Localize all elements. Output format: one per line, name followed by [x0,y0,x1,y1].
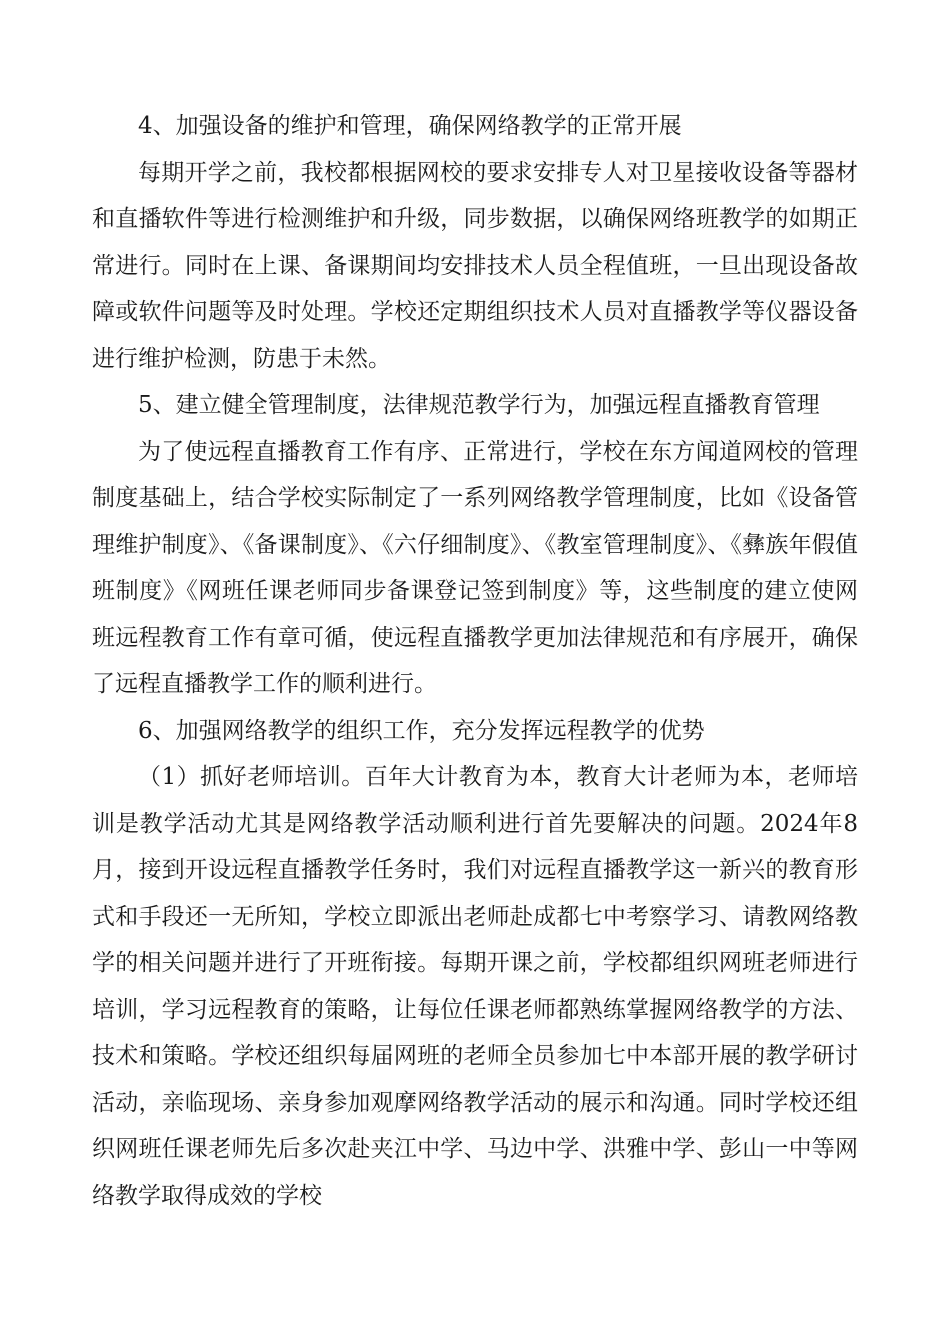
paragraph-equipment-maintenance: 每期开学之前，我校都根据网校的要求安排专人对卫星接收设备等器材和直播软件等进行检测维护和升级，同步数据，以确保网络班教学的如期正常进行。同时在上课、备课期间均安排技术人员全程值班，一旦出现设备故障或软件问题等及时处理。学校还定期组织技术人员对直播教学等仪器设备进行维护检测，防患于未然。 [92,159,858,372]
paragraph-teacher-training: （1）抓好老师培训。百年大计教育为本，教育大计老师为本，老师培训是教学活动尤其是网络教学活动顺利进行首先要解决的问题。2024年8月，接到开设远程直播教学任务时，我们对远程直播教学这一新兴的教育形式和手段还一无所知，学校立即派出老师赴成都七中考察学习、请教网络教学的相关问题并进行了开班衔接。每期开课之前，学校都组织网班老师进行培训，学习远程教育的策略，让每位任课老师都熟练掌握网络教学的方法、技术和策略。学校还组织每届网班的老师全员参加七中本部开展的教学研讨活动，亲临现场、亲身参加观摩网络教学活动的展示和沟通。同时学校还组织网班任课老师先后多次赴夹江中学、马边中学、洪雅中学、彭山一中等网络教学取得成效的学校 [92,764,858,1209]
document-body [92,103,858,1219]
paragraph-management-system: 为了使远程直播教育工作有序、正常进行，学校在东方闻道网校的管理制度基础上，结合学校实际制定了一系列网络教学管理制度，比如《设备管理维护制度》、《备课制度》、《六仔细制度》、《教室管理制度》、《彝族年假值班制度》《网班任课老师同步备课登记签到制度》等，这些制度的建立使网班远程教育工作有章可循，使远程直播教学更加法律规范和有序展开，确保了远程直播教学工作的顺利进行。 [92,438,858,697]
section-heading-4: 4、加强设备的维护和管理，确保网络教学的正常开展 [138,113,682,139]
section-heading-5: 5、建立健全管理制度，法律规范教学行为，加强远程直播教育管理 [138,392,820,418]
section-heading-6: 6、加强网络教学的组织工作，充分发挥远程教学的优势 [138,717,705,744]
